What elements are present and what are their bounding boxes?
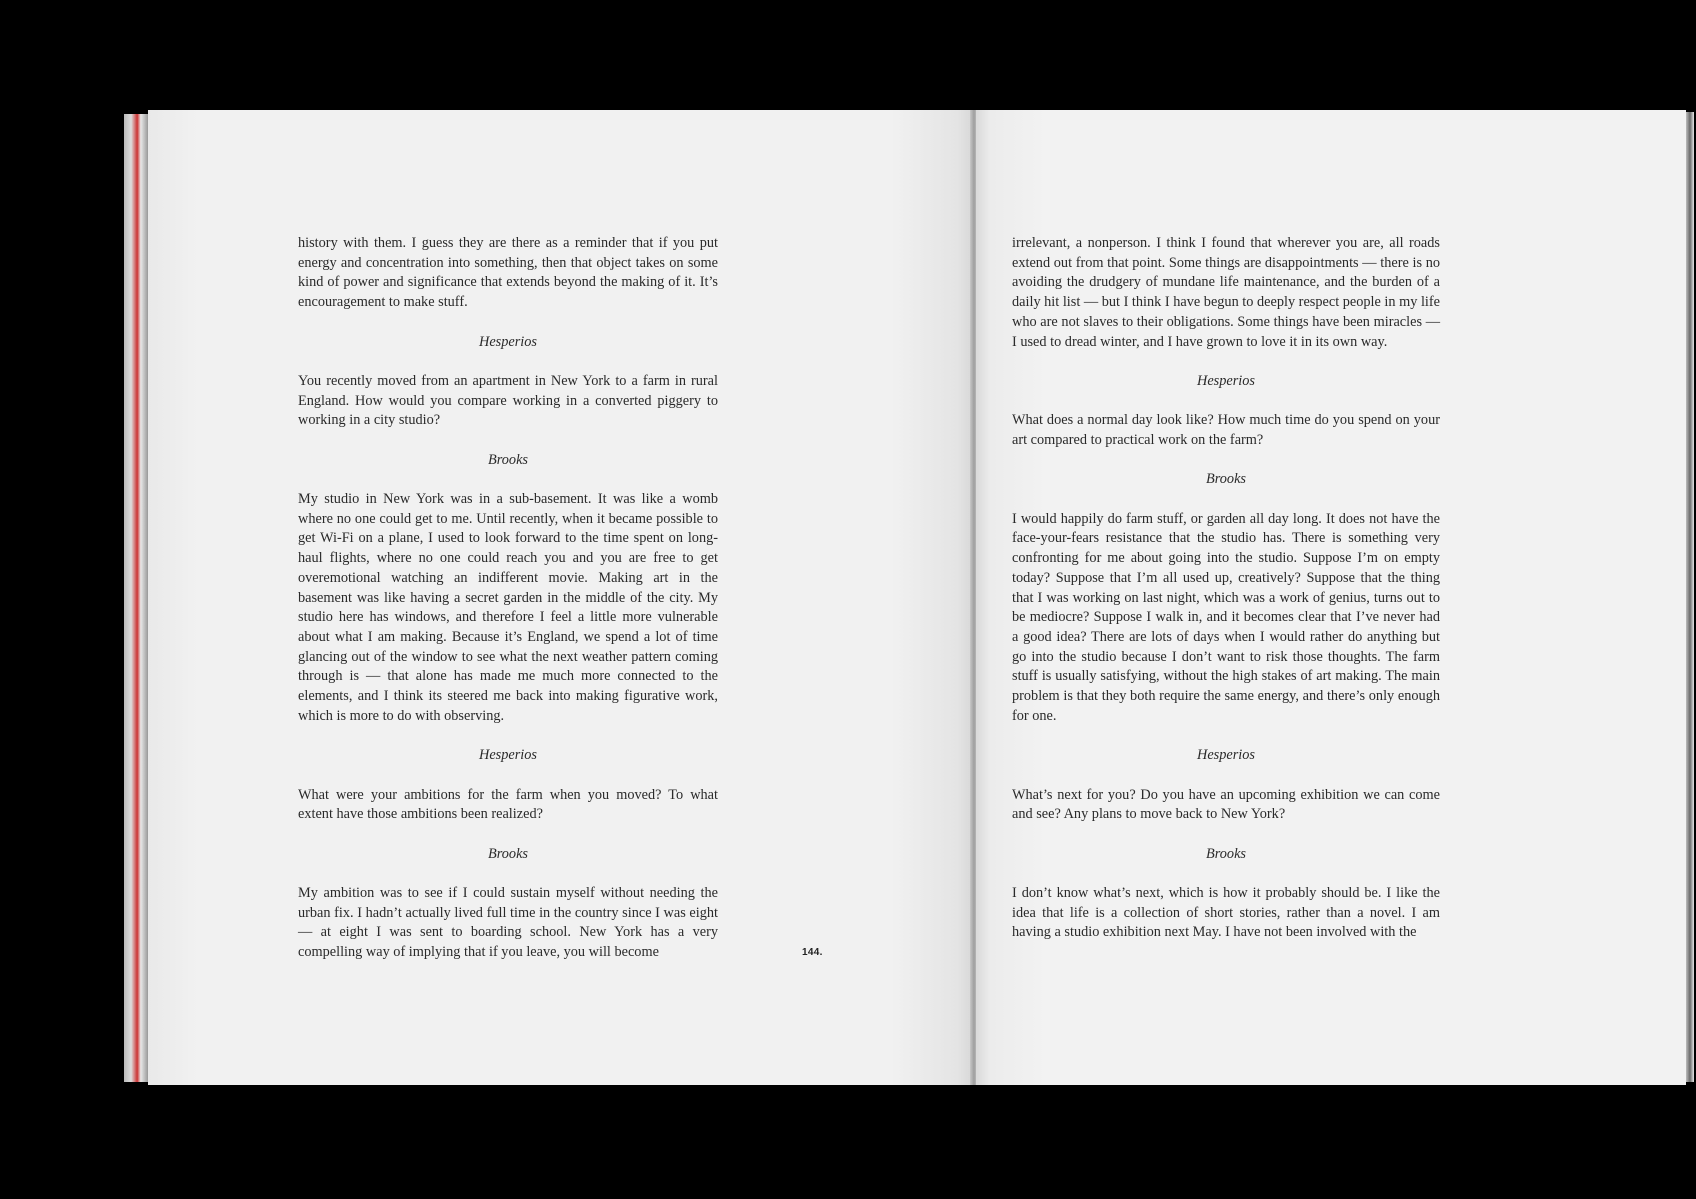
paragraph: I would happily do farm stuff, or garden all day long. It does not have the face-your-fears resistance that the studio has. There is something very confronting for me about going into the studio. Suppose I’m on empty today? Suppose that I’m all used up, creatively? Suppose that the thing that I was working on last night, which was a work of genius, turns out to be mediocre? Suppose I walk in, and it becomes clear that I’ve never had a good idea? There are lots of days when I would rather do anything but go into the studio because I don’t want to risk those thoughts. The farm stuff is usually satisfying, without the high stakes of art making. The main problem is that they both require the same energy, and there’s only enough for one.	[1012, 510, 1440, 724]
page-number: 144.	[802, 947, 823, 958]
book-page-edges-right	[1686, 112, 1694, 1082]
paragraph: I don’t know what’s next, which is how it probably should be. I like the idea that life is a collection of short stories, rather than a novel. I am having a studio exhibition next May. I have not been involved with the	[1012, 885, 1440, 941]
speaker-name: Hesperios	[1197, 372, 1255, 389]
paragraph: irrelevant, a nonperson. I think I found that wherever you are, all roads extend out from that point. Some things are disappointments — there is no avoiding the drudgery of mundane life maintenance, and the burden of a daily hit list — but I think I have begun to deeply respect people in my life who are not slaves to their obligations. Some things have been miracles — I used to dread winter, and I have grown to love it in its own way.	[1012, 235, 1441, 350]
speaker-name: Hesperios	[479, 747, 537, 764]
left-page	[148, 110, 974, 1085]
speaker-name: Brooks	[488, 451, 528, 468]
right-page-text-column	[1012, 234, 1440, 963]
speaker-name: Hesperios	[479, 333, 537, 350]
paragraph: What were your ambitions for the farm when you moved? To what extent have those ambitions been realized?	[298, 786, 718, 823]
paragraph: What’s next for you? Do you have an upcoming exhibition we can come and see? Any plans to move back to New York?	[1012, 786, 1440, 823]
paragraph: history with them. I guess they are there as a reminder that if you put energy and concentration into something, then that object takes on some kind of power and significance that extends beyond the making of it. It’s encouragement to make stuff.	[298, 235, 718, 311]
book-page-edges-left	[124, 114, 148, 1082]
paragraph: My studio in New York was in a sub-basement. It was like a womb where no one could get to me. Until recently, when it became possible to get Wi-Fi on a plane, I used to look forward to the time spent on long-haul flights, where no one could reach you and you are free to get overemotional watching an indifferent movie. Making art in the basement was like having a secret garden in the middle of the city. My studio here has windows, and therefore I feel a little more vulnerable about what I am making. Because it’s England, we spend a lot of time glancing out of the window to see what the next weather pattern coming through is — that alone has made me much more connected to the elements, and I think its steered me back into making figurative work, which is more to do with observing.	[298, 491, 718, 724]
speaker-name: Brooks	[488, 845, 528, 862]
paragraph: My ambition was to see if I could sustain myself without needing the urban fix. I hadn’t actually lived full time in the country since I was eight — at eight I was sent to boarding school. New York has a very compelling way of implying that if you leave, you will become	[298, 885, 718, 961]
open-book-spread	[124, 110, 1568, 1085]
paragraph: You recently moved from an apartment in New York to a farm in rural England. How would you compare working in a converted piggery to working in a city studio?	[298, 372, 718, 429]
left-page-text-column	[298, 234, 718, 983]
right-page	[976, 110, 1686, 1085]
speaker-name: Brooks	[1206, 845, 1246, 862]
speaker-name: Brooks	[1206, 471, 1246, 488]
paragraph: What does a normal day look like? How much time do you spend on your art compared to practical work on the farm?	[1012, 412, 1440, 448]
speaker-name: Hesperios	[1197, 747, 1255, 764]
